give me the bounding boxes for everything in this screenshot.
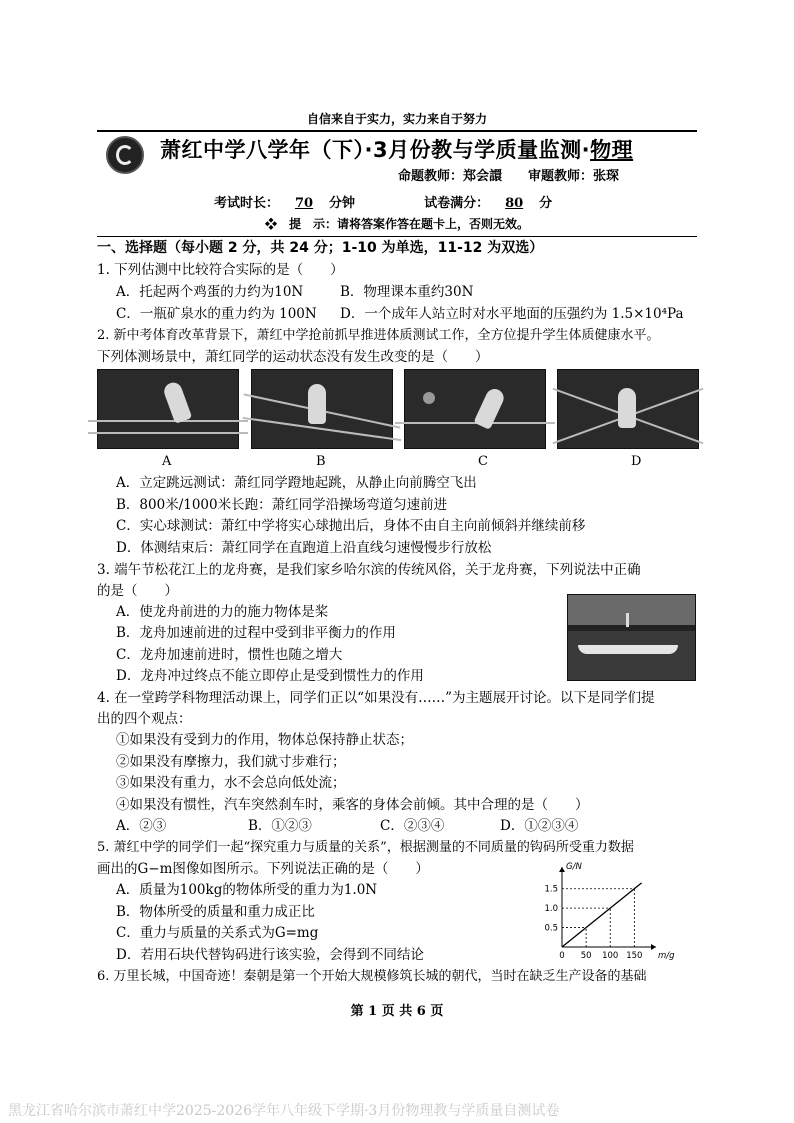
school-logo (106, 136, 144, 174)
x-axis-arrow (651, 944, 656, 950)
q1-option-a: A．托起两个鸡蛋的力约为10N (116, 284, 304, 300)
g-m-chart (532, 860, 675, 968)
q3-stem-line1: 3. 端午节松花江上的龙舟赛，是我们家乡哈尔滨的传统风俗，关于龙舟赛，下列说法中正确 (97, 562, 641, 578)
q3-option-d: D．龙舟冲过终点不能立即停止是受到惯性力的作用 (116, 668, 424, 684)
q4-option-a: A．②③ (116, 818, 167, 834)
y-tick-label: 1.0 (544, 904, 558, 915)
q1-option-b: B．物理课本重约30N (340, 284, 474, 300)
q3-stem-line2: 的是（ ） (97, 583, 178, 599)
answer-tip: ❖ 提 示：请将答案作答在题卡上，否则无效。 (265, 217, 530, 231)
y-axis-label: G/N (566, 862, 582, 872)
photo-standing-jump (97, 369, 239, 449)
duration-unit: 分钟 (329, 196, 356, 211)
exam-title (160, 134, 633, 164)
section-title: 一、选择题（每小题 2 分，共 24 分；1-10 为单选，11-12 为双选） (97, 240, 544, 256)
y-axis-arrow (559, 867, 565, 872)
teacher-info (398, 165, 645, 184)
q4-option-c: C．②③④ (380, 818, 445, 834)
motto: 自信来自于实力，实力来自于努力 (306, 112, 487, 126)
x-tick-label: 100 (602, 951, 619, 961)
duration-label: 考试时长： (214, 196, 280, 211)
score-label: 试卷满分： (424, 196, 490, 211)
q1-option-d: D．一个成年人站立时对水平地面的压强约为 1.5×10⁴Pa (340, 306, 684, 322)
q5-option-a: A．质量为100kg的物体所受的重力为1.0N (116, 882, 378, 898)
q5-option-d: D．若用石块代替钩码进行该实验，会得到不同结论 (116, 947, 424, 963)
q4-stem-line2: 出的四个观点： (97, 711, 192, 727)
q2-stem-line1: 2. 新中考体育改革背景下，萧红中学抢前抓早推进体质测试工作，全方位提升学生体质健康水平。 (97, 328, 660, 343)
x-axis-label: m/g (658, 951, 675, 961)
y-tick-label: 1.5 (544, 884, 558, 895)
photo-label-d: D (631, 454, 642, 469)
x-tick-label: 0 (559, 951, 565, 961)
photo-long-run (251, 369, 393, 449)
setter-teacher: 命题教师：郑会譞 (398, 169, 503, 184)
q2-stem-line2: 下列体测场景中，萧红同学的运动状态没有发生改变的是（ ） (97, 349, 489, 365)
score-value: 80 (505, 196, 524, 211)
q4-point-3: ③如果没有重力，水不会总向低处流； (116, 775, 346, 791)
y-tick-label: 0.5 (544, 923, 558, 934)
header-rule (97, 130, 697, 132)
photo-walking (557, 369, 699, 449)
q3-option-c: C．龙舟加速前进时，惯性也随之增大 (116, 647, 343, 663)
q2-option-c: C．实心球测试：萧红中学将实心球抛出后，身体不由自主向前倾斜并继续前移 (116, 518, 586, 534)
q4-point-4: ④如果没有惯性，汽车突然刹车时，乘客的身体会前倾。其中合理的是（ ） (116, 797, 589, 813)
q3-option-a: A．使龙舟前进的力的施力物体是桨 (116, 604, 329, 620)
q4-point-1: ①如果没有受到力的作用，物体总保持静止状态； (116, 732, 413, 748)
q1-option-c: C．一瓶矿泉水的重力约为 100N (116, 306, 317, 322)
q5-option-b: B．物体所受的质量和重力成正比 (116, 904, 315, 920)
dragon-boat-photo (567, 594, 696, 681)
q5-stem-line1: 5. 萧红中学的同学们一起“探究重力与质量的关系”，根据测量的不同质量的钩码所受重力数据 (97, 840, 634, 855)
photo-shot-put (404, 369, 546, 449)
exam-subject: 物理 (590, 138, 634, 162)
q1-stem: 1. 下列估测中比较符合实际的是（ ） (97, 262, 344, 278)
score-unit: 分 (539, 196, 553, 211)
q2-option-b: B．800米/1000米长跑：萧红同学沿操场弯道匀速前进 (116, 497, 448, 513)
photo-label-a: A (162, 454, 172, 469)
q3-option-b: B．龙舟加速前进的过程中受到非平衡力的作用 (116, 625, 396, 641)
q4-stem-line1: 4. 在一堂跨学科物理活动课上，同学们正以“如果没有……”为主题展开讨论。以下是同学们提 (97, 690, 655, 706)
q2-option-d: D．体测结束后：萧红同学在直跑道上沿直线匀速慢慢步行放松 (116, 540, 492, 556)
photo-label-b: B (316, 454, 326, 469)
reviewer-teacher: 审题教师：张琛 (528, 169, 620, 184)
q5-stem-line2: 画出的G−m图像如图所示。下列说法正确的是（ ） (97, 861, 429, 877)
x-tick-label: 150 (626, 951, 643, 961)
q5-option-c: C．重力与质量的关系式为G=mg (116, 925, 319, 941)
x-tick-label: 50 (580, 951, 592, 961)
q6-stem-line1: 6. 万里长城，中国奇迹！秦朝是第一个开始大规模修筑长城的朝代，当时在缺乏生产设备的基础 (97, 969, 647, 984)
exam-info (214, 192, 552, 211)
q4-option-d: D．①②③④ (500, 818, 579, 834)
watermark: 黑龙江省哈尔滨市萧红中学2025-2026学年八年级下学期·3月份物理教与学质量自测试卷 (8, 1103, 560, 1119)
exam-title-main: 萧红中学八学年（下）·3月份教与学质量监测· (160, 138, 591, 162)
q2-option-a: A．立定跳远测试：萧红同学蹬地起跳，从静止向前腾空飞出 (116, 475, 477, 491)
q4-point-2: ②如果没有摩擦力，我们就寸步难行； (116, 754, 346, 770)
photo-label-c: C (478, 454, 488, 469)
page-number: 第 1 页 共 6 页 (350, 1004, 444, 1019)
q4-option-b: B．①②③ (248, 818, 312, 834)
duration-value: 70 (294, 196, 314, 211)
data-line (562, 883, 642, 947)
